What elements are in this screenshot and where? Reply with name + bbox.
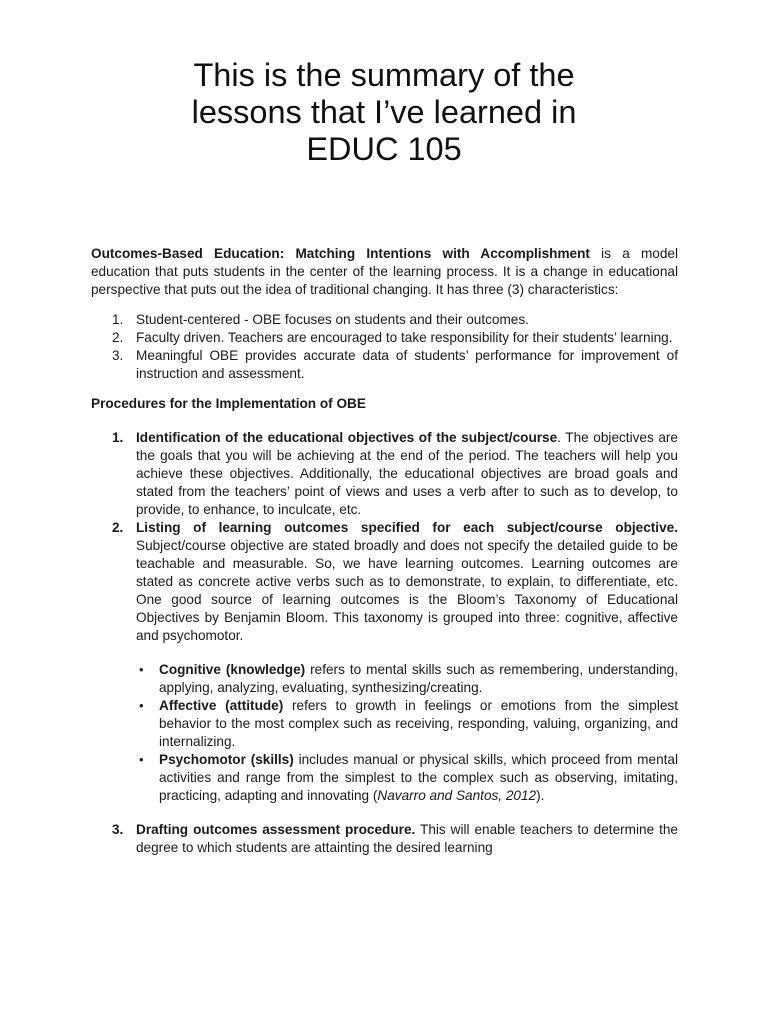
title-line-2: lessons that I’ve learned in: [191, 94, 577, 130]
list-item: [91, 311, 678, 329]
domain-item: [136, 751, 678, 805]
procedure-step: [91, 519, 678, 805]
domain-text: includes manual or physical skills, which proceed from mental activities and range from the simplest to the complex such as observing, imitating, practicing, adapting and innovating (: [159, 752, 678, 803]
bullet-icon: •: [139, 698, 144, 713]
title-line-1: This is the summary of the: [193, 57, 575, 93]
step-text: This will enable teachers to determine the degree to which students are attainting the desired learning: [136, 822, 678, 855]
intro-bold-term: Outcomes-Based Education: Matching Intentions with Accomplishment: [91, 246, 590, 261]
step-number: 2.: [112, 520, 124, 535]
domain-term: Affective (attitude): [159, 698, 284, 713]
citation-end: ).: [536, 788, 545, 803]
step-title: Identification of the educational objectives of the subject/course: [136, 430, 558, 445]
step-text: Subject/course objective are stated broadly and does not specify the detailed guide to be teachable and measurable. So, we have learning outcomes. Learning outcomes are stated as concrete active verbs such as to demonstrate, to explain, to differentiate, etc. One good source of learning outcomes is the Bloom’s Taxonomy of Educational Objectives by Benjamin Bloom. This taxonomy is grouped into three: cognitive, affective and psychomotor.: [136, 538, 678, 643]
bullet-icon: •: [139, 752, 144, 767]
step-number: 1.: [112, 430, 124, 445]
list-number: 2.: [112, 330, 124, 345]
list-item-text: Student-centered - OBE focuses on students and their outcomes.: [136, 312, 529, 327]
step-body: [136, 519, 678, 645]
list-number: 3.: [112, 348, 124, 363]
page-title: [0, 57, 768, 168]
step-body: [136, 821, 678, 857]
step-title: Drafting outcomes assessment procedure.: [136, 822, 416, 837]
domain-term: Psychomotor (skills): [159, 752, 294, 767]
list-item-text: Faculty driven. Teachers are encouraged to take responsibility for their students’ learning.: [136, 330, 673, 345]
characteristics-list: [91, 311, 678, 383]
list-item: [91, 347, 678, 383]
domain-text: refers to mental skills such as remembering, understanding, applying, analyzing, evaluating, synthesizing/creating.: [159, 662, 678, 695]
procedures-list: [91, 429, 678, 857]
step-text: . The objectives are the goals that you will be achieving at the end of the period. The teachers will help you achieve these objectives. Additionally, the educational objectives are broad goals and stated from the teachers’ point of views and uses a verb after to such as to develop, to provide, to enhance, to inculcate, etc.: [136, 430, 678, 517]
domain-term: Cognitive (knowledge): [159, 662, 306, 677]
domain-item: [136, 697, 678, 751]
intro-text: is a model education that puts students in the center of the learning process. It is a change in educational perspective that puts out the idea of traditional changing. It has three (3) characteristics:: [91, 246, 678, 297]
bullet-icon: •: [139, 662, 144, 677]
citation: Navarro and Santos, 2012: [377, 788, 537, 803]
intro-paragraph: [91, 245, 678, 299]
step-number: 3.: [112, 822, 124, 837]
procedure-step: [91, 429, 678, 519]
domain-item: [136, 661, 678, 697]
step-title: Listing of learning outcomes specified for each subject/course objective.: [136, 520, 678, 535]
list-item: [91, 329, 678, 347]
title-line-3: EDUC 105: [306, 131, 462, 167]
taxonomy-domains-list: [136, 661, 678, 805]
step-body: [136, 429, 678, 519]
procedure-step: [91, 821, 678, 857]
document-body: [91, 245, 678, 857]
list-number: 1.: [112, 312, 124, 327]
domain-text: refers to growth in feelings or emotions from the simplest behavior to the most complex such as receiving, responding, valuing, organizing, and internalizing.: [159, 698, 678, 749]
list-item-text: Meaningful OBE provides accurate data of students’ performance for improvement of instruction and assessment.: [136, 348, 678, 381]
section-heading: Procedures for the Implementation of OBE: [91, 396, 366, 411]
